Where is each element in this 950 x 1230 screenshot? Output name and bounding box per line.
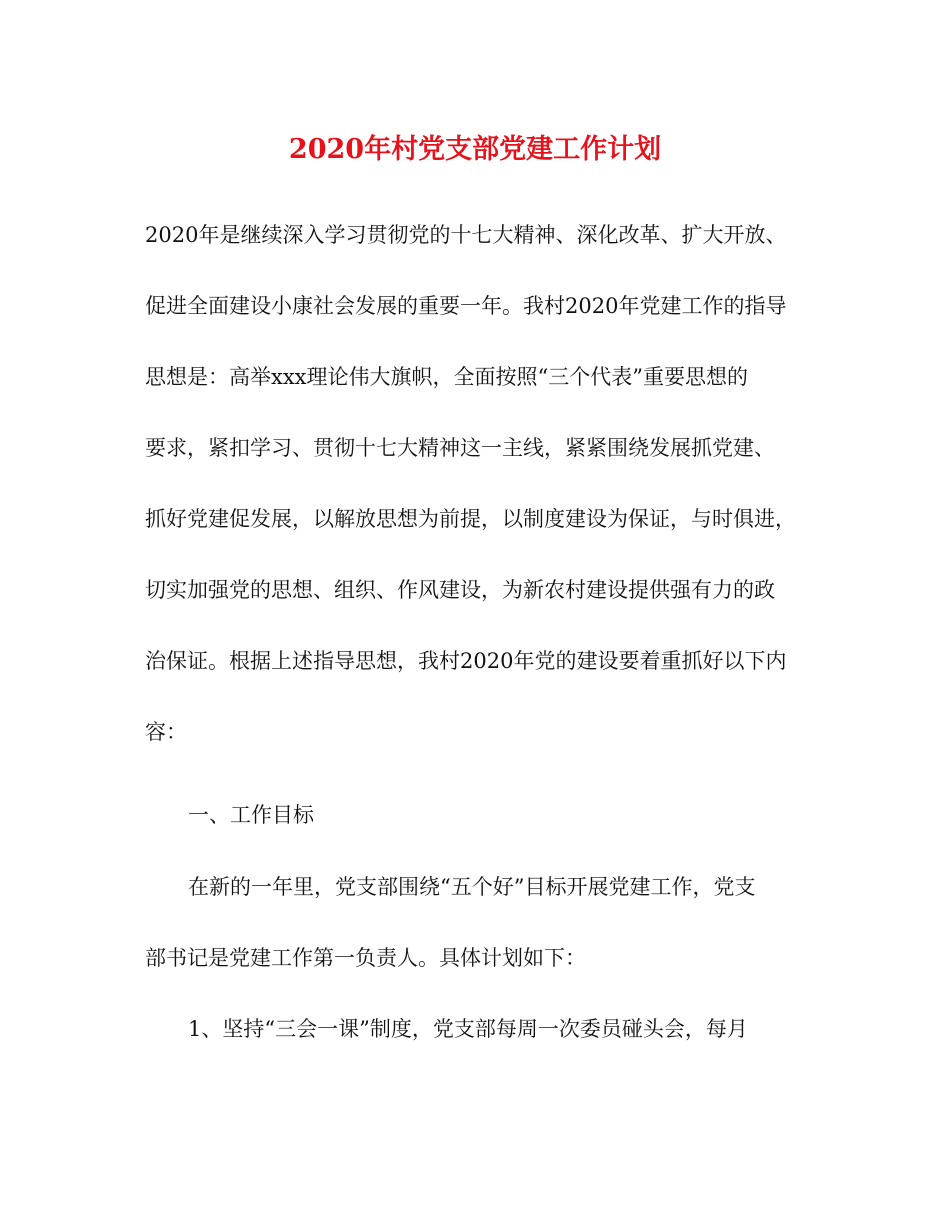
paragraph-line: 部书记是党建工作第一负责人。具体计划如下： [145, 946, 586, 970]
paragraph-line: 抓好党建促发展，以解放思想为前提，以制度建设为保证，与时俱进， [145, 507, 796, 531]
list-item: 1、坚持“三会一课”制度，党支部每周一次委员碰头会，每月 [188, 1017, 748, 1041]
paragraph-line: 在新的一年里，党支部围绕“五个好”目标开展党建工作，党支 [188, 875, 756, 899]
paragraph-line: 治保证。根据上述指导思想，我村2020年党的建设要着重抓好以下内 [145, 649, 787, 673]
paragraph-line: 促进全面建设小康社会发展的重要一年。我村2020年党建工作的指导 [145, 294, 787, 318]
document-title: 2020年村党支部党建工作计划 [288, 134, 662, 165]
paragraph-line: 思想是：高举xxx理论伟大旗帜，全面按照“三个代表”重要思想的 [145, 365, 748, 389]
paragraph-line: 切实加强党的思想、组织、作风建设，为新农村建设提供强有力的政 [145, 578, 775, 602]
section-heading: 一、工作目标 [188, 803, 314, 827]
paragraph-line: 2020年是继续深入学习贯彻党的十七大精神、深化改革、扩大开放、 [145, 223, 787, 247]
paragraph-line: 要求，紧扣学习、贯彻十七大精神这一主线，紧紧围绕发展抓党建、 [145, 436, 775, 460]
paragraph-line: 容： [145, 720, 187, 744]
